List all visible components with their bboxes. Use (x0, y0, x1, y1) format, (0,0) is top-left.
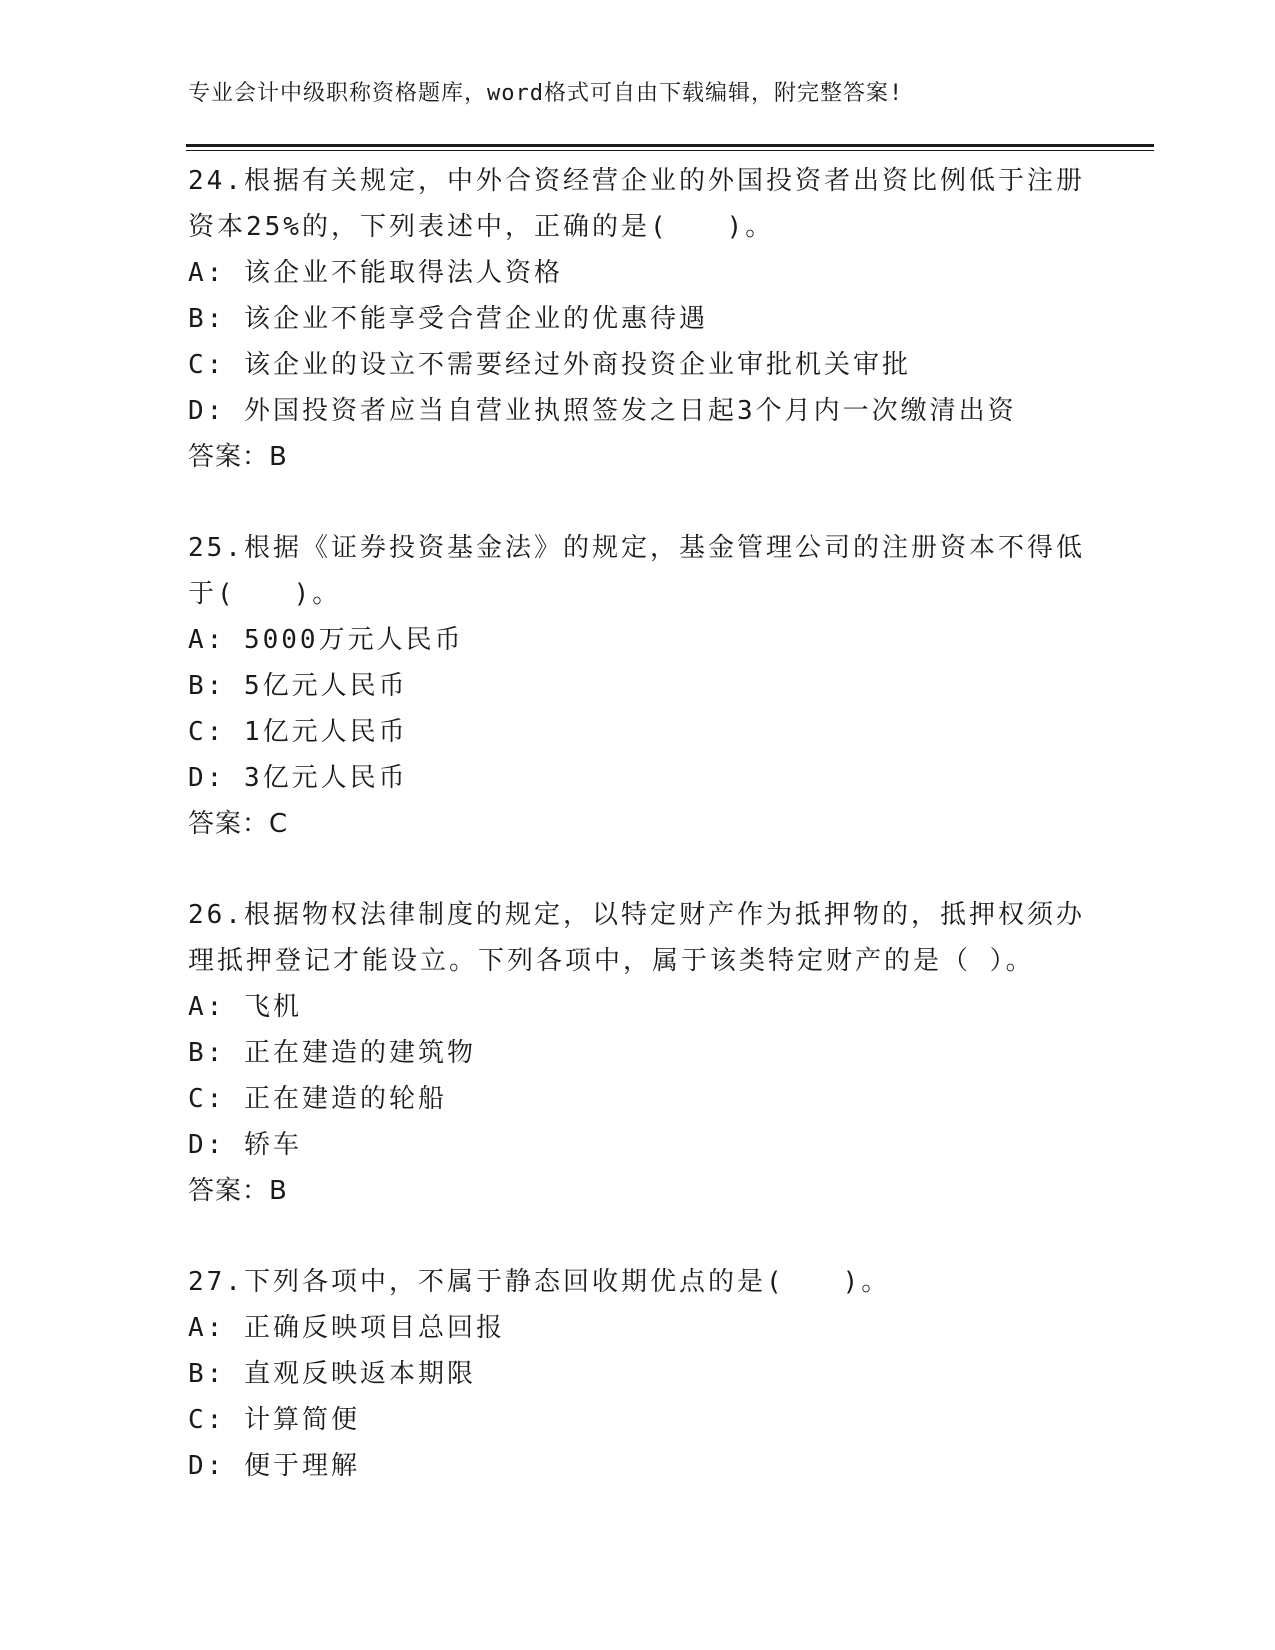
option-a: A: 5000万元人民币 (188, 625, 464, 655)
option-d: D: 外国投资者应当自营业执照签发之日起3个月内一次缴清出资 (188, 396, 1017, 426)
option-c: C: 1亿元人民币 (188, 717, 408, 747)
question-25 (188, 525, 1088, 847)
question-stem: 资本25%的，下列表述中，正确的是( )。 (188, 212, 775, 242)
page-header: 专业会计中级职称资格题库，word格式可自由下载编辑，附完整答案! (188, 81, 904, 106)
question-stem: 于( )。 (188, 579, 342, 609)
header-rule-thin (186, 150, 1154, 151)
option-b: B: 5亿元人民币 (188, 671, 408, 701)
option-a: A: 飞机 (188, 992, 302, 1022)
question-stem: 理抵押登记才能设立。下列各项中，属于该类特定财产的是（ ）。 (188, 946, 1035, 976)
answer: 答案：B (188, 442, 288, 472)
question-stem: 27.下列各项中，不属于静态回收期优点的是( )。 (188, 1267, 891, 1297)
option-a: A: 正确反映项目总回报 (188, 1313, 505, 1343)
question-stem: 24.根据有关规定，中外合资经营企业的外国投资者出资比例低于注册 (188, 166, 1085, 196)
option-d: D: 便于理解 (188, 1451, 360, 1481)
answer: 答案：C (188, 809, 289, 839)
option-c: C: 正在建造的轮船 (188, 1084, 447, 1114)
question-stem: 26.根据物权法律制度的规定，以特定财产作为抵押物的，抵押权须办 (188, 900, 1085, 930)
question-27 (188, 1259, 1088, 1489)
option-b: B: 正在建造的建筑物 (188, 1038, 476, 1068)
option-c: C: 计算简便 (188, 1405, 360, 1435)
option-d: D: 轿车 (188, 1130, 302, 1160)
option-b: B: 该企业不能享受合营企业的优惠待遇 (188, 304, 708, 334)
option-b: B: 直观反映返本期限 (188, 1359, 476, 1389)
option-c: C: 该企业的设立不需要经过外商投资企业审批机关审批 (188, 350, 911, 380)
question-26 (188, 892, 1088, 1214)
answer: 答案：B (188, 1176, 288, 1206)
question-stem: 25.根据《证券投资基金法》的规定，基金管理公司的注册资本不得低 (188, 533, 1085, 563)
option-d: D: 3亿元人民币 (188, 763, 408, 793)
option-a: A: 该企业不能取得法人资格 (188, 258, 563, 288)
question-24 (188, 158, 1088, 480)
header-rule-thick (186, 144, 1154, 147)
question-list (188, 158, 1088, 1489)
